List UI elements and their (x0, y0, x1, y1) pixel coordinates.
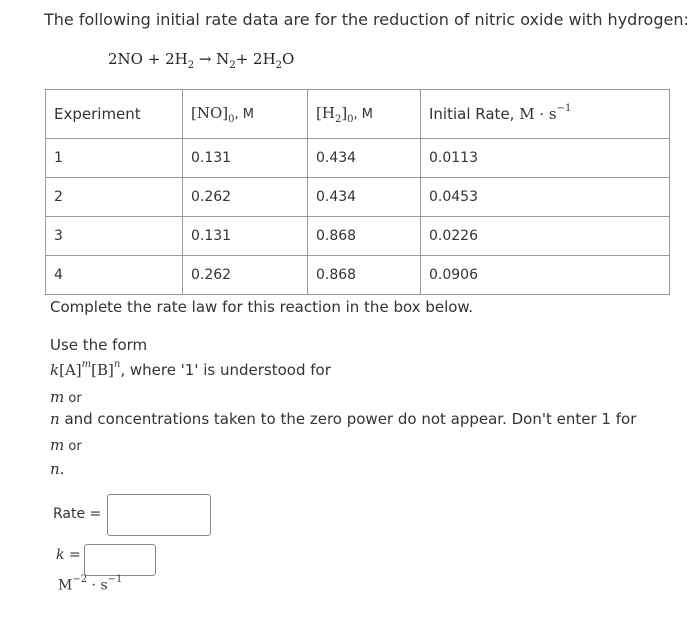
k-equals: = (64, 547, 81, 563)
m-or-line-2 (50, 436, 82, 454)
eq-sub: 2 (229, 60, 236, 71)
cell-no: 0.262 (183, 256, 308, 295)
use-form-label: Use the form (50, 336, 148, 354)
k-symbol: k (56, 547, 65, 563)
table-row (46, 178, 670, 217)
cell-h2: 0.434 (308, 178, 421, 217)
form-tail: , where '1' is understood for (120, 361, 331, 379)
cell-experiment: 1 (46, 139, 183, 178)
zero-power-text: and concentrations taken to the zero power do not appear. Don't enter 1 for (59, 410, 637, 428)
or-text: or (64, 391, 82, 406)
cell-experiment: 4 (46, 256, 183, 295)
cell-no: 0.131 (183, 217, 308, 256)
header-experiment: Experiment (46, 90, 183, 139)
eq-part: O (282, 50, 295, 68)
reaction-equation (108, 50, 294, 71)
header-unit: , M (234, 106, 254, 122)
cell-h2: 0.868 (308, 217, 421, 256)
header-initial-rate (421, 90, 670, 139)
table-row (46, 256, 670, 295)
form-m: m (81, 359, 92, 370)
var-m: m (50, 436, 65, 454)
rate-constant-input[interactable] (84, 544, 156, 576)
rate-data-table (45, 89, 670, 295)
cell-rate: 0.0906 (421, 256, 670, 295)
header-h2-concentration (308, 90, 421, 139)
form-n: n (113, 359, 121, 370)
cell-h2: 0.434 (308, 139, 421, 178)
header-h2-close: ] (341, 103, 348, 122)
form-k: k (50, 361, 60, 379)
cell-no: 0.262 (183, 178, 308, 217)
unit-s: · s (87, 577, 108, 594)
table-header-row (46, 90, 670, 139)
header-h2-sub: 2 (334, 113, 342, 125)
header-no-text: [NO] (191, 103, 229, 122)
table-row (46, 217, 670, 256)
or-text: or (64, 439, 82, 454)
eq-part: 2NO + 2H (108, 50, 188, 68)
cell-experiment: 2 (46, 178, 183, 217)
eq-sub: 2 (187, 60, 195, 71)
header-rate-exp: −1 (556, 103, 572, 114)
var-m: m (50, 388, 65, 406)
k-label-line (56, 547, 81, 563)
cell-rate: 0.0113 (421, 139, 670, 178)
period-text: . (59, 460, 65, 478)
form-b: [B] (91, 361, 114, 379)
var-n: n (50, 410, 60, 428)
var-n: n (50, 460, 60, 478)
eq-sub: 2 (275, 60, 283, 71)
cell-rate: 0.0226 (421, 217, 670, 256)
header-rate-unit: M · s (519, 105, 557, 123)
cell-rate: 0.0453 (421, 178, 670, 217)
header-unit: , M (353, 106, 374, 122)
n-period-line (50, 460, 64, 478)
header-h2-text: [H (316, 103, 335, 122)
header-no-concentration (183, 90, 308, 139)
header-h2-sub0: 0 (347, 113, 354, 125)
eq-part: + 2H (235, 50, 276, 68)
k-units (58, 576, 122, 594)
unit-m: M (58, 577, 73, 594)
complete-instruction: Complete the rate law for this reaction in the box below. (50, 298, 474, 316)
header-rate-label: Initial Rate, (429, 105, 520, 123)
zero-power-line (50, 410, 636, 428)
rate-label: Rate = (53, 506, 102, 522)
unit-m-exp: −2 (72, 574, 88, 585)
unit-s-exp: −1 (107, 574, 123, 585)
cell-experiment: 3 (46, 217, 183, 256)
cell-no: 0.131 (183, 139, 308, 178)
eq-part: → N (194, 50, 230, 68)
intro-text: The following initial rate data are for the reduction of nitric oxide with hydrogen: (44, 10, 689, 29)
m-or-line (50, 388, 82, 406)
form-expression (50, 361, 331, 379)
header-no-sub: 0 (228, 113, 235, 125)
rate-law-input[interactable] (107, 494, 211, 536)
table-row (46, 139, 670, 178)
form-a: [A] (59, 361, 82, 379)
cell-h2: 0.868 (308, 256, 421, 295)
